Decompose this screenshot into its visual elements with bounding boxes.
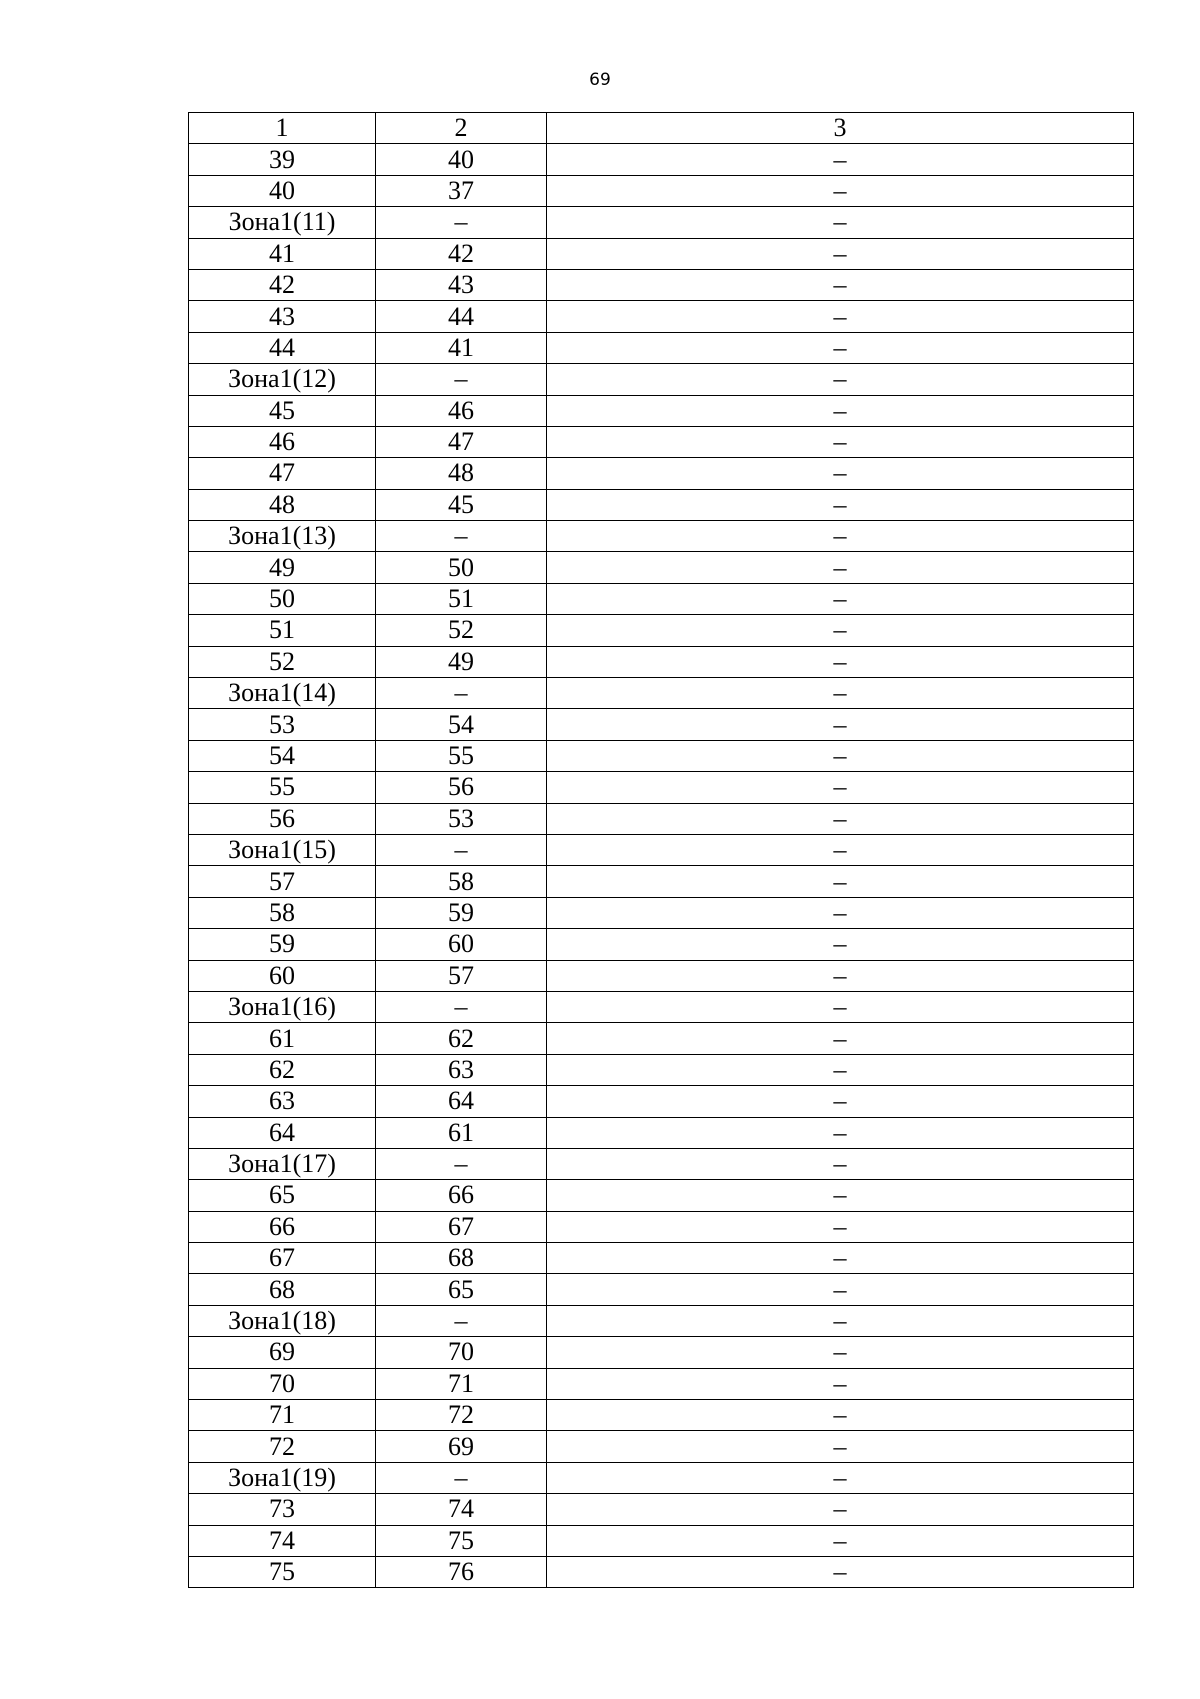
table-cell-col3: – xyxy=(547,583,1134,614)
table-cell-col3: – xyxy=(547,1368,1134,1399)
table-cell-col3: – xyxy=(547,269,1134,300)
table-cell-col3: – xyxy=(547,1054,1134,1085)
table-cell-col3: – xyxy=(547,175,1134,206)
table-cell-col1: 53 xyxy=(189,709,376,740)
table-row xyxy=(189,709,1134,740)
table-cell-col1: 74 xyxy=(189,1525,376,1556)
zone-table xyxy=(188,112,1134,1588)
table-cell-col1: 54 xyxy=(189,740,376,771)
table-cell-col3: – xyxy=(547,301,1134,332)
table-row xyxy=(189,583,1134,614)
table-cell-col1: 42 xyxy=(189,269,376,300)
table-cell-col2: 56 xyxy=(376,772,547,803)
table-cell-col3: – xyxy=(547,740,1134,771)
table-cell-col2: 67 xyxy=(376,1211,547,1242)
table-cell-col2: 58 xyxy=(376,866,547,897)
table-cell-col3: – xyxy=(547,521,1134,552)
table-cell-col3: – xyxy=(547,395,1134,426)
table-cell-col3: – xyxy=(547,207,1134,238)
table-row xyxy=(189,301,1134,332)
table-cell-col2: 70 xyxy=(376,1337,547,1368)
table-cell-col1: 41 xyxy=(189,238,376,269)
table-cell-col3: – xyxy=(547,678,1134,709)
table-cell-col2: 57 xyxy=(376,960,547,991)
table-cell-col2: 49 xyxy=(376,646,547,677)
table-cell-col2: 62 xyxy=(376,1023,547,1054)
table-cell-col2: – xyxy=(376,991,547,1022)
table-cell-col1: Зона1(11) xyxy=(189,207,376,238)
table-row xyxy=(189,991,1134,1022)
table-cell-col1: 55 xyxy=(189,772,376,803)
table-cell-col3: – xyxy=(547,1337,1134,1368)
table-row xyxy=(189,1148,1134,1179)
table-cell-col1: 40 xyxy=(189,175,376,206)
table-cell-col3: – xyxy=(547,960,1134,991)
table-cell-col2: 45 xyxy=(376,489,547,520)
table-cell-col2: – xyxy=(376,834,547,865)
table-cell-col2: 48 xyxy=(376,458,547,489)
table-cell-col2: 42 xyxy=(376,238,547,269)
table-cell-col3: – xyxy=(547,1180,1134,1211)
table-cell-col3: – xyxy=(547,1211,1134,1242)
table-cell-col2: 69 xyxy=(376,1431,547,1462)
table-cell-col1: 56 xyxy=(189,803,376,834)
table-cell-col2: 76 xyxy=(376,1556,547,1587)
table-cell-col2: – xyxy=(376,521,547,552)
table-cell-col3: – xyxy=(547,929,1134,960)
table-row xyxy=(189,1023,1134,1054)
table-cell-col2: 64 xyxy=(376,1086,547,1117)
table-cell-col1: 68 xyxy=(189,1274,376,1305)
table-row xyxy=(189,740,1134,771)
table-cell-col1: 63 xyxy=(189,1086,376,1117)
table-row xyxy=(189,269,1134,300)
table-row xyxy=(189,552,1134,583)
table-row xyxy=(189,646,1134,677)
table-row xyxy=(189,678,1134,709)
table-cell-col1: Зона1(17) xyxy=(189,1148,376,1179)
table-row xyxy=(189,207,1134,238)
table-row xyxy=(189,1054,1134,1085)
table-row xyxy=(189,1180,1134,1211)
table-cell-col3: – xyxy=(547,1086,1134,1117)
table-cell-col1: 59 xyxy=(189,929,376,960)
table-cell-col2: 60 xyxy=(376,929,547,960)
table-cell-col1: 75 xyxy=(189,1556,376,1587)
table-cell-col2: 55 xyxy=(376,740,547,771)
table-row xyxy=(189,1525,1134,1556)
table-cell-col1: 64 xyxy=(189,1117,376,1148)
table-row xyxy=(189,1086,1134,1117)
table-cell-col3: – xyxy=(547,144,1134,175)
table-row xyxy=(189,866,1134,897)
table-cell-col3: – xyxy=(547,1556,1134,1587)
table-cell-col2: 74 xyxy=(376,1494,547,1525)
table-row xyxy=(189,489,1134,520)
table-cell-col1: 72 xyxy=(189,1431,376,1462)
table-row xyxy=(189,960,1134,991)
table-cell-col2: – xyxy=(376,1305,547,1336)
table-row xyxy=(189,458,1134,489)
table-cell-col3: – xyxy=(547,1243,1134,1274)
table-cell-col3: – xyxy=(547,1117,1134,1148)
table-cell-col3: – xyxy=(547,489,1134,520)
table-cell-col1: Зона1(14) xyxy=(189,678,376,709)
table-cell-col2: – xyxy=(376,1148,547,1179)
table-row xyxy=(189,332,1134,363)
table-row xyxy=(189,521,1134,552)
table-row xyxy=(189,1556,1134,1587)
table-cell-col1: Зона1(15) xyxy=(189,834,376,865)
table-cell-col3: – xyxy=(547,772,1134,803)
table-cell-col1: 61 xyxy=(189,1023,376,1054)
table-cell-col2: 63 xyxy=(376,1054,547,1085)
table-cell-col3: – xyxy=(547,458,1134,489)
table-cell-col1: 70 xyxy=(189,1368,376,1399)
table-cell-col2: 40 xyxy=(376,144,547,175)
table-cell-col2: 43 xyxy=(376,269,547,300)
table-row xyxy=(189,364,1134,395)
table-row xyxy=(189,803,1134,834)
table-row xyxy=(189,175,1134,206)
table-cell-col3: – xyxy=(547,426,1134,457)
table-cell-col3: – xyxy=(547,866,1134,897)
table-cell-col1: 67 xyxy=(189,1243,376,1274)
table-cell-col3: – xyxy=(547,1274,1134,1305)
table-cell-col1: Зона1(16) xyxy=(189,991,376,1022)
header-cell-3: 3 xyxy=(547,113,1134,144)
table-cell-col3: – xyxy=(547,1525,1134,1556)
table-cell-col1: 65 xyxy=(189,1180,376,1211)
table-row xyxy=(189,1400,1134,1431)
table-cell-col2: 54 xyxy=(376,709,547,740)
table-row xyxy=(189,1431,1134,1462)
table-cell-col1: 47 xyxy=(189,458,376,489)
table-row xyxy=(189,1494,1134,1525)
table-row xyxy=(189,395,1134,426)
table-cell-col2: 68 xyxy=(376,1243,547,1274)
table-cell-col1: 50 xyxy=(189,583,376,614)
table-row xyxy=(189,1337,1134,1368)
table-cell-col3: – xyxy=(547,709,1134,740)
table-row xyxy=(189,1274,1134,1305)
table-cell-col2: – xyxy=(376,678,547,709)
table-cell-col1: 46 xyxy=(189,426,376,457)
table-cell-col3: – xyxy=(547,364,1134,395)
header-cell-1: 1 xyxy=(189,113,376,144)
table-cell-col2: 46 xyxy=(376,395,547,426)
table-row xyxy=(189,1305,1134,1336)
table-row xyxy=(189,144,1134,175)
table-cell-col2: 71 xyxy=(376,1368,547,1399)
table-cell-col1: 69 xyxy=(189,1337,376,1368)
table-cell-col3: – xyxy=(547,615,1134,646)
table-cell-col2: 59 xyxy=(376,897,547,928)
table-cell-col3: – xyxy=(547,238,1134,269)
table-cell-col1: 62 xyxy=(189,1054,376,1085)
table-body xyxy=(189,113,1134,1588)
table-cell-col1: 49 xyxy=(189,552,376,583)
table-cell-col2: 72 xyxy=(376,1400,547,1431)
table-cell-col3: – xyxy=(547,1400,1134,1431)
table-cell-col1: Зона1(12) xyxy=(189,364,376,395)
table-cell-col2: 41 xyxy=(376,332,547,363)
table-cell-col3: – xyxy=(547,1305,1134,1336)
table-row xyxy=(189,772,1134,803)
table-row xyxy=(189,897,1134,928)
table-row xyxy=(189,1368,1134,1399)
table-cell-col2: – xyxy=(376,1462,547,1493)
table-cell-col3: – xyxy=(547,552,1134,583)
table-cell-col2: 51 xyxy=(376,583,547,614)
table-row xyxy=(189,1243,1134,1274)
table-cell-col2: 37 xyxy=(376,175,547,206)
table-cell-col3: – xyxy=(547,1023,1134,1054)
table-cell-col1: 58 xyxy=(189,897,376,928)
table-cell-col3: – xyxy=(547,897,1134,928)
table-cell-col3: – xyxy=(547,332,1134,363)
page-number: 69 xyxy=(589,70,611,90)
table-cell-col1: 51 xyxy=(189,615,376,646)
table-row xyxy=(189,834,1134,865)
table-cell-col1: Зона1(18) xyxy=(189,1305,376,1336)
table-cell-col2: 44 xyxy=(376,301,547,332)
table-cell-col2: 75 xyxy=(376,1525,547,1556)
table-cell-col3: – xyxy=(547,1431,1134,1462)
table-cell-col1: 71 xyxy=(189,1400,376,1431)
table-cell-col2: 52 xyxy=(376,615,547,646)
table-cell-col1: 48 xyxy=(189,489,376,520)
table-row xyxy=(189,1211,1134,1242)
table-row xyxy=(189,426,1134,457)
table-cell-col3: – xyxy=(547,1462,1134,1493)
table-cell-col1: Зона1(13) xyxy=(189,521,376,552)
table-cell-col1: 57 xyxy=(189,866,376,897)
table-row xyxy=(189,1117,1134,1148)
table-cell-col2: 50 xyxy=(376,552,547,583)
table-cell-col2: 66 xyxy=(376,1180,547,1211)
table-cell-col3: – xyxy=(547,1148,1134,1179)
table-header-row xyxy=(189,113,1134,144)
table-cell-col1: 73 xyxy=(189,1494,376,1525)
table-cell-col3: – xyxy=(547,991,1134,1022)
table-cell-col2: – xyxy=(376,207,547,238)
table-cell-col1: 45 xyxy=(189,395,376,426)
table-cell-col1: 43 xyxy=(189,301,376,332)
header-cell-2: 2 xyxy=(376,113,547,144)
table-cell-col3: – xyxy=(547,1494,1134,1525)
table-row xyxy=(189,615,1134,646)
table-row xyxy=(189,238,1134,269)
table-cell-col1: 66 xyxy=(189,1211,376,1242)
table-cell-col3: – xyxy=(547,803,1134,834)
table-cell-col2: 53 xyxy=(376,803,547,834)
table-cell-col1: 52 xyxy=(189,646,376,677)
table-cell-col2: 65 xyxy=(376,1274,547,1305)
table-row xyxy=(189,929,1134,960)
table-cell-col2: – xyxy=(376,364,547,395)
table-cell-col1: 60 xyxy=(189,960,376,991)
table-cell-col3: – xyxy=(547,834,1134,865)
table-row xyxy=(189,1462,1134,1493)
zone-table-container xyxy=(188,112,1133,1588)
table-cell-col2: 47 xyxy=(376,426,547,457)
table-cell-col3: – xyxy=(547,646,1134,677)
table-cell-col1: 44 xyxy=(189,332,376,363)
table-cell-col1: Зона1(19) xyxy=(189,1462,376,1493)
table-cell-col1: 39 xyxy=(189,144,376,175)
table-cell-col2: 61 xyxy=(376,1117,547,1148)
